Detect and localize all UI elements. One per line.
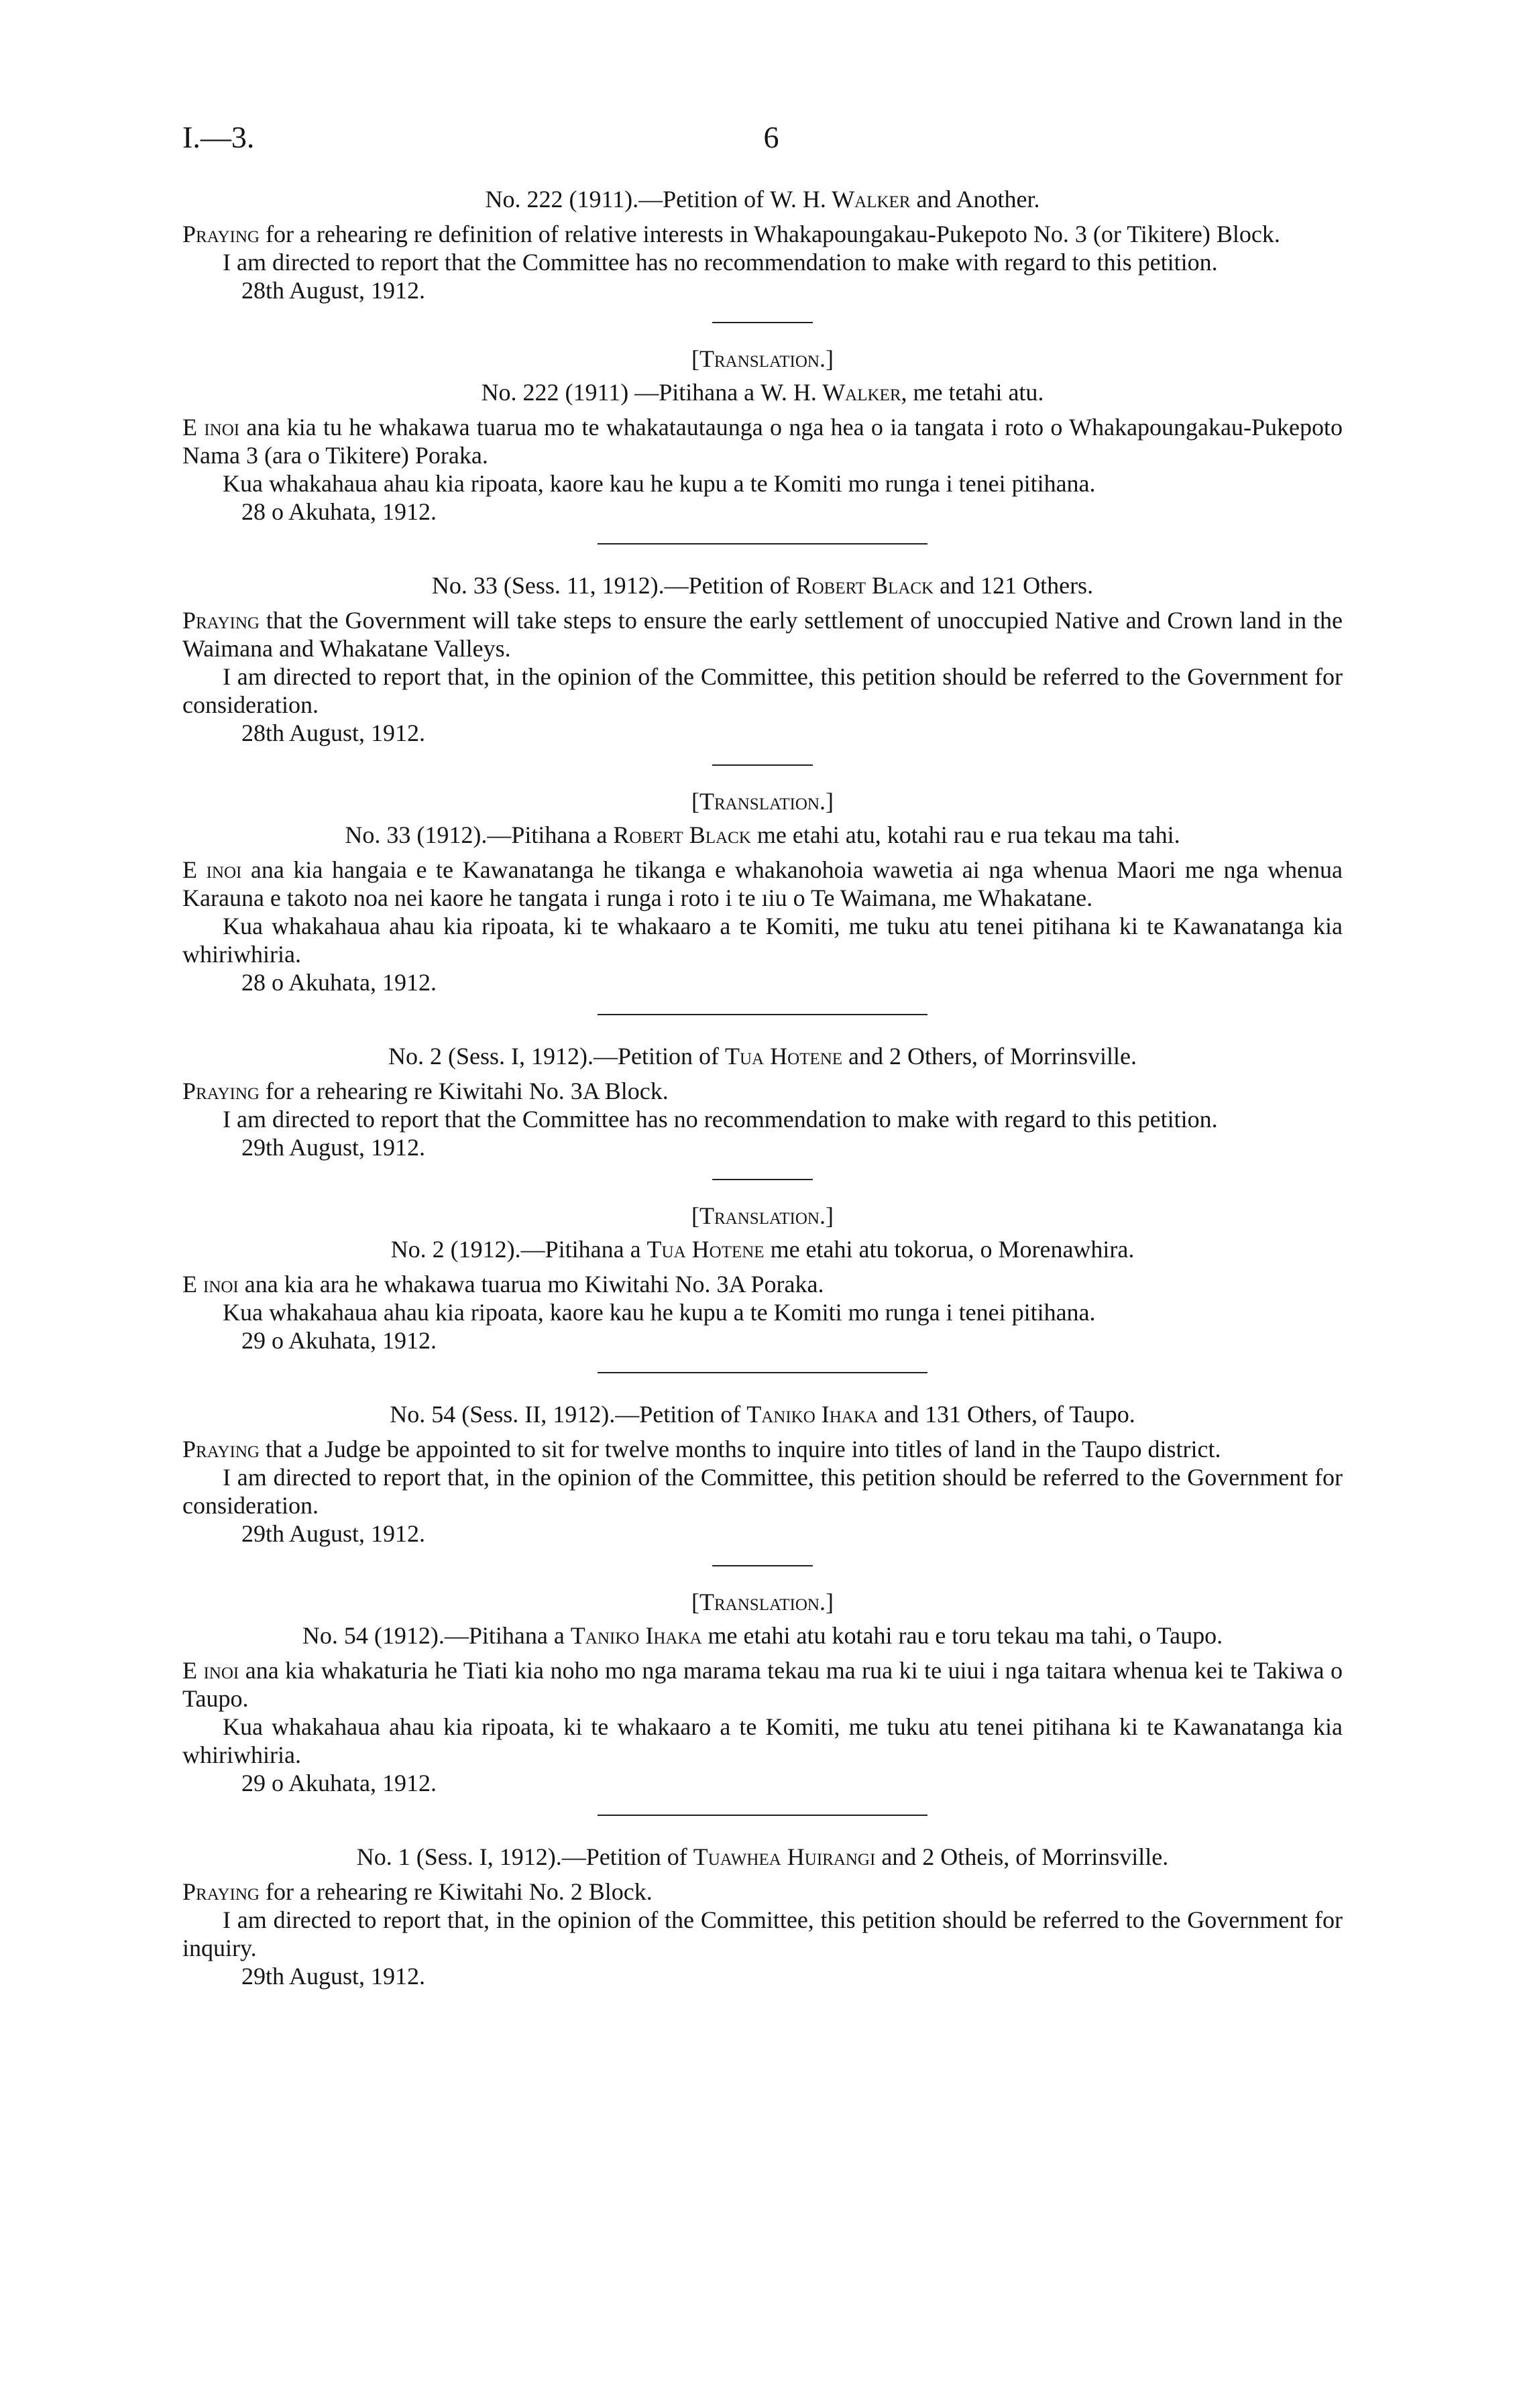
petition-prayer: E inoi ana kia whakaturia he Tiati kia noho mo nga marama tekau ma rua ki te uiui i nga taitara whenua kei te Takiwa o Taupo. [182, 1657, 1343, 1712]
translation-label: [Translation.] [691, 788, 834, 815]
paper-reference: I.—3. [182, 120, 255, 154]
report-date: 28th August, 1912. [241, 277, 426, 304]
committee-report: I am directed to report that, in the opinion of the Committee, this petition should be referred to the Government for inquiry. [182, 1906, 1343, 1961]
petition-english [182, 1042, 1343, 1161]
section-divider [598, 1815, 927, 1816]
petition-title: No. 54 (1912).—Pitihana a Taniko Ihaka me etahi atu kotahi rau e toru tekau ma tahi, o Taupo. [302, 1622, 1223, 1649]
petition-title: No. 2 (Sess. I, 1912).—Petition of Tua Hotene and 2 Others, of Morrinsville. [388, 1043, 1137, 1070]
petition-english [182, 571, 1343, 747]
petition-title: No. 222 (1911) —Pitihana a W. H. Walker, me tetahi atu. [481, 379, 1044, 406]
petition-title: No. 222 (1911).—Petition of W. H. Walker and Another. [485, 186, 1040, 213]
committee-report: Kua whakahaua ahau kia ripoata, kaore kau he kupu a te Komiti mo runga i tenei pitihana. [223, 470, 1096, 497]
petitions-content [182, 185, 1343, 1990]
committee-report: Kua whakahaua ahau kia ripoata, ki te whakaaro a te Komiti, me tuku atu tenei pitihana ki te Kawanatanga kia whiriwhiria. [182, 913, 1343, 968]
committee-report: Kua whakahaua ahau kia ripoata, kaore kau he kupu a te Komiti mo runga i tenei pitihana. [223, 1299, 1096, 1326]
report-date: 28 o Akuhata, 1912. [241, 498, 437, 525]
section-divider [598, 543, 927, 544]
petition-prayer: Praying for a rehearing re Kiwitahi No. 3A Block. [182, 1078, 669, 1104]
petition-translation [182, 1588, 1343, 1797]
petition-prayer: Praying for a rehearing re Kiwitahi No. 2 Block. [182, 1878, 653, 1905]
divider [712, 1179, 813, 1180]
report-date: 28th August, 1912. [241, 720, 426, 746]
petition-title: No. 54 (Sess. II, 1912).—Petition of Taniko Ihaka and 131 Others, of Taupo. [390, 1401, 1135, 1428]
petition-title: No. 1 (Sess. I, 1912).—Petition of Tuawhea Huirangi and 2 Otheis, of Morrinsville. [356, 1843, 1169, 1870]
report-date: 29th August, 1912. [241, 1520, 426, 1547]
petition-translation [182, 787, 1343, 996]
translation-label: [Translation.] [691, 345, 834, 372]
report-date: 28 o Akuhata, 1912. [241, 969, 437, 996]
translation-label: [Translation.] [691, 1202, 834, 1229]
petition-title: No. 33 (Sess. 11, 1912).—Petition of Robert Black and 121 Others. [431, 572, 1094, 599]
petition-translation [182, 345, 1343, 526]
section-divider [598, 1372, 927, 1373]
divider [712, 764, 813, 766]
section-divider [598, 1014, 927, 1015]
petition-prayer: E inoi ana kia hangaia e te Kawanatanga he tikanga e whakanohoia wawetia ai nga whenua Maori me nga whenua Karauna e takoto noa nei kaore he tangata i runga i roto i te ıiu o Te Waimana, me Whakatane. [182, 856, 1343, 911]
petition-prayer: Praying for a rehearing re definition of relative interests in Whakapoungakau-Pukepoto No. 3 (or Tikitere) Block. [182, 221, 1280, 247]
petition-prayer: Praying that the Government will take steps to ensure the early settlement of unoccupied Native and Crown land in the Waimana and Whakatane Valleys. [182, 607, 1343, 662]
report-date: 29th August, 1912. [241, 1963, 426, 1990]
report-date: 29 o Akuhata, 1912. [241, 1327, 437, 1354]
committee-report: I am directed to report that, in the opinion of the Committee, this petition should be referred to the Government for consideration. [182, 1464, 1343, 1519]
committee-report: I am directed to report that the Committee has no recommendation to make with regard to this petition. [223, 1106, 1218, 1133]
divider [712, 1565, 813, 1566]
page-number: 6 [763, 120, 779, 154]
committee-report: Kua whakahaua ahau kia ripoata, ki te whakaaro a te Komiti, me tuku atu tenei pitihana ki te Kawanatanga kia whiriwhiria. [182, 1713, 1343, 1768]
petition-english [182, 1400, 1343, 1548]
report-date: 29 o Akuhata, 1912. [241, 1770, 437, 1796]
translation-label: [Translation.] [691, 1589, 834, 1615]
petition-translation [182, 1202, 1343, 1355]
committee-report: I am directed to report that the Committee has no recommendation to make with regard to this petition. [223, 249, 1218, 276]
divider [712, 322, 813, 323]
petition-prayer: E inoi ana kia ara he whakawa tuarua mo Kiwitahi No. 3A Poraka. [182, 1271, 824, 1298]
petition-english [182, 1843, 1343, 1990]
report-date: 29th August, 1912. [241, 1134, 426, 1161]
petition-english [182, 185, 1343, 304]
petition-prayer: Praying that a Judge be appointed to sit for twelve months to inquire into titles of land in the Taupo district. [182, 1436, 1221, 1463]
petition-title: No. 33 (1912).—Pitihana a Robert Black me etahi atu, kotahi rau e rua tekau ma tahi. [345, 821, 1180, 848]
committee-report: I am directed to report that, in the opinion of the Committee, this petition should be referred to the Government for consideration. [182, 663, 1343, 718]
petition-title: No. 2 (1912).—Pitihana a Tua Hotene me etahi atu tokorua, o Morenawhira. [390, 1236, 1135, 1263]
petition-prayer: E inoi ana kia tu he whakawa tuarua mo te whakatautaunga o nga hea o ia tangata i roto o Whakapoungakau-Pukepoto Nama 3 (ara o Tikitere) Poraka. [182, 414, 1343, 469]
